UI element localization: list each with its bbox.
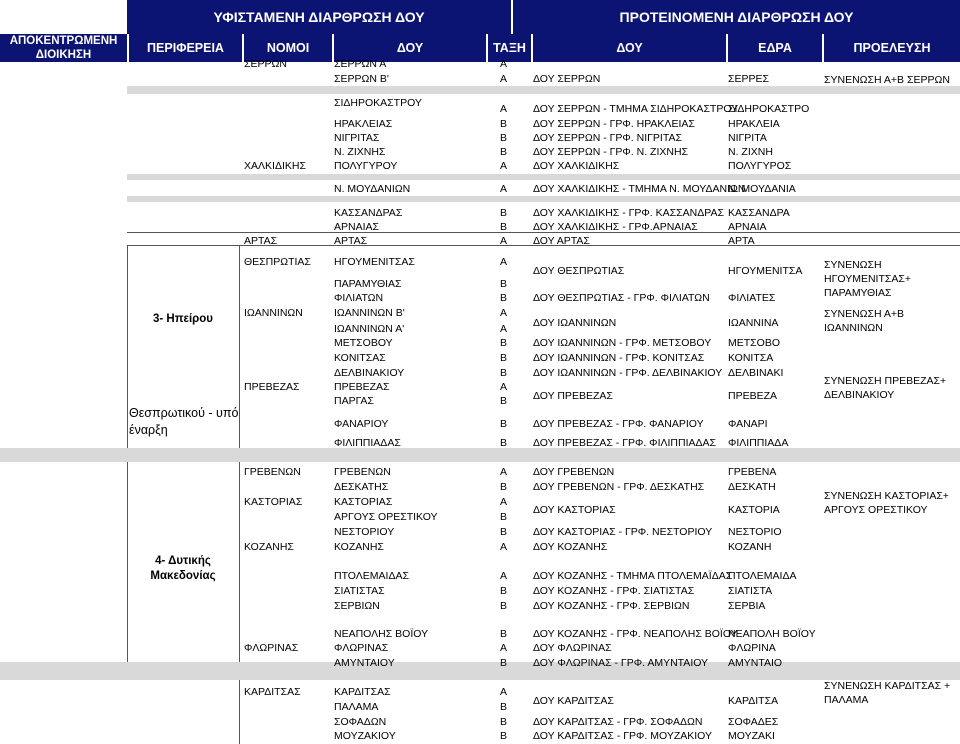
cell-new-doy: ΔΟΥ ΣΕΡΡΩΝ — [533, 73, 601, 85]
cell-new-doy: ΔΟΥ ΠΡΕΒΕΖΑΣ - ΓΡΦ. ΦΑΝΑΡΙΟΥ — [533, 418, 704, 430]
cell-seat: ΦΑΝΑΡΙ — [728, 418, 768, 430]
cell-new-doy: ΔΟΥ ΓΡΕΒΕΝΩΝ - ΓΡΦ. ΔΕΣΚΑΤΗΣ — [533, 481, 705, 493]
cell-doy-name: ΠΡΕΒΕΖΑΣ — [334, 381, 390, 393]
cell-doy-name: ΗΓΟΥΜΕΝΙΤΣΑΣ — [334, 256, 415, 268]
cell-new-doy: ΔΟΥ ΣΕΡΡΩΝ - ΓΡΦ. ΝΙΓΡΙΤΑΣ — [533, 132, 682, 144]
cell-doy-name: Ν. ΖΙΧΝΗΣ — [334, 146, 386, 158]
cell-prefecture: ΧΑΛΚΙΔΙΚΗΣ — [244, 160, 306, 172]
cell-seat: ΝΕΣΤΟΡΙΟ — [728, 526, 782, 538]
cell-new-doy: ΔΟΥ ΚΟΖΑΝΗΣ - ΓΡΦ. ΣΕΡΒΙΩΝ — [533, 600, 690, 612]
cell-doy-name: ΠΑΡΑΜΥΘΙΑΣ — [334, 278, 402, 290]
cell-doy-name: ΓΡΕΒΕΝΩΝ — [334, 466, 391, 478]
cell-class: Β — [500, 146, 508, 158]
cell-new-doy: ΔΟΥ ΠΡΕΒΕΖΑΣ — [533, 390, 613, 402]
cell-seat: ΚΑΡΔΙΤΣΑ — [728, 695, 779, 707]
cell-seat: ΗΓΟΥΜΕΝΙΤΣΑ — [728, 265, 803, 277]
cell-class: Β — [500, 118, 508, 130]
section-separator — [0, 662, 960, 680]
cell-prefecture: ΠΡΕΒΕΖΑΣ — [244, 381, 300, 393]
cell-seat: ΣΕΡΒΙΑ — [728, 600, 766, 612]
cell-new-doy: ΔΟΥ ΘΕΣΠΡΩΤΙΑΣ — [533, 265, 625, 277]
cell-new-doy: ΔΟΥ ΚΑΡΔΙΤΣΑΣ — [533, 695, 614, 707]
cell-new-doy: ΔΟΥ ΦΛΩΡΙΝΑΣ — [533, 642, 612, 654]
cell-seat: ΑΡΝΑΙΑ — [728, 221, 767, 233]
col-prefecture: ΝΟΜΟΙ — [244, 34, 332, 62]
cell-doy-name: ΚΟΖΑΝΗΣ — [334, 541, 384, 553]
cell-seat: ΔΕΛΒΙΝΑΚΙ — [728, 367, 784, 379]
cell-class: Β — [500, 337, 508, 349]
cell-seat: ΗΡΑΚΛΕΙΑ — [728, 118, 780, 130]
cell-seat: Ν. ΖΙΧΝΗ — [728, 146, 773, 158]
cell-new-doy: ΔΟΥ ΦΛΩΡΙΝΑΣ - ΓΡΦ. ΑΜΥΝΤΑΙΟΥ — [533, 657, 709, 669]
region-epirus: 3- Ηπείρου — [152, 313, 213, 325]
cell-origin: ΣΥΝΕΝΩΣΗ Α+Β ΙΩΑΝΝΙΝΩΝ — [824, 308, 905, 334]
cell-class: Β — [500, 292, 508, 304]
cell-class: Α — [500, 466, 508, 478]
cell-class: Α — [500, 103, 508, 115]
cell-prefecture: ΑΡΤΑΣ — [244, 235, 278, 247]
cell-class: Β — [500, 278, 508, 290]
cell-prefecture: ΙΩΑΝΝΙΝΩΝ — [244, 307, 303, 319]
cell-origin: ΣΥΝΕΝΩΣΗ ΚΑΣΤΟΡΙΑΣ+ ΑΡΓΟΥΣ ΟΡΕΣΤΙΚΟΥ — [824, 490, 949, 516]
cell-seat: ΑΡΤΑ — [728, 235, 755, 247]
cell-doy-name: ΣΕΡΡΩΝ Α' — [334, 58, 389, 70]
cell-new-doy: ΔΟΥ ΠΡΕΒΕΖΑΣ - ΓΡΦ. ΦΙΛΙΠΠΙΑΔΑΣ — [533, 437, 717, 449]
section-separator — [127, 86, 960, 94]
cell-new-doy: ΔΟΥ ΧΑΛΚΙΔΙΚΗΣ — [533, 160, 620, 172]
cell-new-doy: ΔΟΥ ΙΩΑΝΝΙΝΩΝ - ΓΡΦ. ΜΕΤΣΟΒΟΥ — [533, 337, 712, 349]
cell-seat: ΚΑΣΤΟΡΙΑ — [728, 504, 780, 516]
cell-new-doy: ΔΟΥ ΚΑΣΤΟΡΙΑΣ - ΓΡΦ. ΝΕΣΤΟΡΙΟΥ — [533, 526, 713, 538]
cell-doy-name: ΚΑΣΣΑΝΔΡΑΣ — [334, 207, 403, 219]
cell-origin: ΣΥΝΕΝΩΣΗ ΗΓΟΥΜΕΝΙΤΣΑΣ+ ΠΑΡΑΜΥΘΙΑΣ — [824, 259, 911, 299]
cell-doy-name: ΑΡΤΑΣ — [334, 235, 368, 247]
cell-seat: ΣΙΑΤΙΣΤΑ — [728, 585, 773, 597]
col-origin: ΠΡΟΕΛΕΥΣΗ — [824, 34, 960, 62]
cell-new-doy: ΔΟΥ ΚΑΡΔΙΤΣΑΣ - ΓΡΦ. ΜΟΥΖΑΚΙΟΥ — [533, 730, 712, 742]
cell-class: Α — [500, 183, 508, 195]
cell-new-doy: ΔΟΥ ΧΑΛΚΙΔΙΚΗΣ - ΓΡΦ. ΚΑΣΣΑΝΔΡΑΣ — [533, 207, 724, 219]
cell-class: Β — [500, 367, 508, 379]
cell-class: Α — [500, 323, 508, 335]
region-divider — [239, 462, 240, 662]
cell-doy-name: ΔΕΣΚΑΤΗΣ — [334, 481, 389, 493]
cell-doy-name: ΚΑΡΔΙΤΣΑΣ — [334, 686, 391, 698]
cell-prefecture: ΓΡΕΒΕΝΩΝ — [244, 466, 301, 478]
cell-new-doy: ΔΟΥ ΧΑΛΚΙΔΙΚΗΣ - ΤΜΗΜΑ Ν. ΜΟΥΔΑΝΙΩΝ — [533, 183, 746, 195]
cell-seat: ΔΕΣΚΑΤΗ — [728, 481, 776, 493]
cell-seat: ΓΡΕΒΕΝΑ — [728, 466, 777, 478]
cell-class: Α — [500, 541, 508, 553]
cell-class: Β — [500, 701, 508, 713]
cell-class: Β — [500, 132, 508, 144]
cell-seat: ΜΕΤΣΟΒΟ — [728, 337, 780, 349]
cell-doy-name: ΣΕΡΒΙΩΝ — [334, 600, 380, 612]
cell-new-doy: ΔΟΥ ΚΟΖΑΝΗΣ - ΤΜΗΜΑ ΠΤΟΛΕΜΑΪΔΑΣ — [533, 570, 733, 582]
cell-prefecture: ΚΑΡΔΙΤΣΑΣ — [244, 686, 301, 698]
cell-seat: ΑΜΥΝΤΑΙΟ — [728, 657, 783, 669]
cell-class: Α — [500, 381, 508, 393]
cell-seat: ΦΙΛΙΠΠΙΑΔΑ — [728, 437, 789, 449]
region-west-macedonia: 4- Δυτικής Μακεδονίας — [150, 555, 216, 582]
cell-seat: ΠΡΕΒΕΖΑ — [728, 390, 778, 402]
section-separator — [0, 448, 960, 462]
cell-class: Α — [500, 496, 508, 508]
cell-seat: ΝΙΓΡΙΤΑ — [728, 132, 767, 144]
cell-seat: ΚΟΖΑΝΗ — [728, 541, 772, 553]
col-class: ΤΑΞΗ — [488, 34, 531, 62]
region-divider — [239, 246, 240, 448]
cell-doy-name: ΑΡΓΟΥΣ ΟΡΕΣΤΙΚΟΥ — [334, 511, 438, 523]
cell-class: Β — [500, 628, 508, 640]
cell-origin: ΣΥΝΕΝΩΣΗ ΠΡΕΒΕΖΑΣ+ ΔΕΛΒΙΝΑΚΙΟΥ — [824, 375, 947, 401]
cell-doy-name: ΝΕΣΤΟΡΙΟΥ — [334, 526, 395, 538]
col-seat: ΕΔΡΑ — [728, 34, 822, 62]
cell-class: Β — [500, 418, 508, 430]
cell-doy-name: ΠΑΡΓΑΣ — [334, 395, 374, 407]
col-doy: ΔΟΥ — [334, 34, 486, 62]
cell-doy-name: ΙΩΑΝΝΙΝΩΝ Α' — [334, 323, 405, 335]
cell-seat: ΣΟΦΑΔΕΣ — [728, 716, 779, 728]
cell-seat: ΚΟΝΙΤΣΑ — [728, 352, 774, 364]
cell-doy-name: ΣΟΦΑΔΩΝ — [334, 716, 387, 728]
cell-doy-name: ΜΕΤΣΟΒΟΥ — [334, 337, 393, 349]
cell-class: Α — [500, 686, 508, 698]
cell-class: Β — [500, 395, 508, 407]
cell-doy-name: ΑΜΥΝΤΑΙΟΥ — [334, 657, 395, 669]
header-proposed: ΠΡΟΤΕΙΝΟΜΕΝΗ ΔΙΑΡΘΡΩΣΗ ΔΟΥ — [513, 0, 960, 34]
cell-class: Β — [500, 716, 508, 728]
cell-new-doy: ΔΟΥ ΙΩΑΝΝΙΝΩΝ - ΓΡΦ. ΚΟΝΙΤΣΑΣ — [533, 352, 705, 364]
cell-seat: ΠΟΛΥΓΥΡΟΣ — [728, 160, 792, 172]
cell-class: Β — [500, 481, 508, 493]
cell-prefecture: ΣΕΡΡΩΝ — [244, 58, 287, 70]
cell-doy-name: ΦΙΛΙΑΤΩΝ — [334, 292, 384, 304]
cell-seat: ΚΑΣΣΑΝΔΡΑ — [728, 207, 790, 219]
cell-new-doy: ΔΟΥ ΚΟΖΑΝΗΣ - ΓΡΦ. ΣΙΑΤΙΣΤΑΣ — [533, 585, 695, 597]
cell-origin: ΣΥΝΕΝΩΣΗ ΚΑΡΔΙΤΣΑΣ + ΠΑΛΑΜΑ — [824, 680, 951, 706]
cell-class: Α — [500, 160, 508, 172]
cell-prefecture: ΚΑΣΤΟΡΙΑΣ — [244, 496, 303, 508]
cell-doy-name: ΦΛΩΡΙΝΑΣ — [334, 642, 389, 654]
col-region: ΠΕΡΙΦΕΡΕΙΑ — [129, 34, 242, 62]
col-new-doy: ΔΟΥ — [533, 34, 726, 62]
cell-class: Α — [500, 570, 508, 582]
cell-prefecture: ΦΛΩΡΙΝΑΣ — [244, 642, 299, 654]
cell-class: Β — [500, 221, 508, 233]
cell-new-doy: ΔΟΥ ΑΡΤΑΣ — [533, 235, 590, 247]
cell-class: Α — [500, 642, 508, 654]
cell-class: Α — [500, 307, 508, 319]
cell-new-doy: ΔΟΥ ΚΑΡΔΙΤΣΑΣ - ΓΡΦ. ΣΟΦΑΔΩΝ — [533, 716, 703, 728]
cell-doy-name: ΣΕΡΡΩΝ Β' — [334, 73, 389, 85]
cell-seat: ΦΛΩΡΙΝΑ — [728, 642, 776, 654]
cell-new-doy: ΔΟΥ ΚΟΖΑΝΗΣ - ΓΡΦ. ΝΕΑΠΟΛΗΣ ΒΟΪΟΥ — [533, 628, 738, 640]
cell-new-doy: ΔΟΥ ΙΩΑΝΝΙΝΩΝ — [533, 317, 617, 329]
cell-seat: ΙΩΑΝΝΙΝΑ — [728, 317, 779, 329]
cell-class: Β — [500, 207, 508, 219]
cell-new-doy: ΔΟΥ ΙΩΑΝΝΙΝΩΝ - ΓΡΦ. ΔΕΛΒΙΝΑΚΙΟΥ — [533, 367, 723, 379]
cell-class: Β — [500, 730, 508, 742]
cell-doy-name: ΦΑΝΑΡΙΟΥ — [334, 418, 389, 430]
cell-class: Β — [500, 352, 508, 364]
cell-class: Β — [500, 526, 508, 538]
cell-class: Β — [500, 511, 508, 523]
cell-prefecture: ΘΕΣΠΡΩΤΙΑΣ — [244, 256, 311, 268]
cell-new-doy: ΔΟΥ ΚΟΖΑΝΗΣ — [533, 541, 608, 553]
cell-seat: ΜΟΥΖΑΚΙ — [728, 730, 775, 742]
cell-seat: ΠΤΟΛΕΜΑΙΔΑ — [728, 570, 797, 582]
cell-doy-name: ΠΟΛΥΓΥΡΟΥ — [334, 160, 398, 172]
cell-prefecture: ΚΟΖΑΝΗΣ — [244, 541, 294, 553]
cell-doy-name: ΗΡΑΚΛΕΙΑΣ — [334, 118, 393, 130]
region-divider — [239, 680, 240, 744]
cell-class: Α — [500, 235, 508, 247]
cell-class: Β — [500, 600, 508, 612]
region-note-thesprotia: Θεσπρωτικού - υπό έναρξη — [129, 406, 239, 437]
cell-new-doy: ΔΟΥ ΓΡΕΒΕΝΩΝ — [533, 466, 615, 478]
cell-new-doy: ΔΟΥ ΚΑΣΤΟΡΙΑΣ — [533, 504, 616, 516]
cell-doy-name: ΔΕΛΒΙΝΑΚΙΟΥ — [334, 367, 405, 379]
cell-doy-name: ΠΑΛΑΜΑ — [334, 701, 379, 713]
cell-new-doy: ΔΟΥ ΣΕΡΡΩΝ - ΓΡΦ. Ν. ΖΙΧΝΗΣ — [533, 146, 689, 158]
section-separator — [127, 174, 960, 180]
cell-doy-name: Ν. ΜΟΥΔΑΝΙΩΝ — [334, 183, 411, 195]
cell-doy-name: ΠΤΟΛΕΜΑΙΔΑΣ — [334, 570, 409, 582]
cell-class: Β — [500, 657, 508, 669]
cell-doy-name: ΚΑΣΤΟΡΙΑΣ — [334, 496, 393, 508]
cell-new-doy: ΔΟΥ ΧΑΛΚΙΔΙΚΗΣ - ΓΡΦ.ΑΡΝΑΙΑΣ — [533, 221, 698, 233]
cell-doy-name: ΦΙΛΙΠΠΙΑΔΑΣ — [334, 437, 401, 449]
cell-seat: ΦΙΛΙΑΤΕΣ — [728, 292, 776, 304]
cell-doy-name: ΝΕΑΠΟΛΗΣ ΒΟΪΟΥ — [334, 628, 429, 640]
cell-doy-name: ΙΩΑΝΝΙΝΩΝ Β' — [334, 307, 405, 319]
region-divider — [127, 246, 128, 448]
cell-new-doy: ΔΟΥ ΘΕΣΠΡΩΤΙΑΣ - ΓΡΦ. ΦΙΛΙΑΤΩΝ — [533, 292, 710, 304]
cell-class: Α — [500, 58, 508, 70]
cell-doy-name: ΝΙΓΡΙΤΑΣ — [334, 132, 380, 144]
cell-doy-name: ΜΟΥΖΑΚΙΟΥ — [334, 730, 396, 742]
cell-seat: ΣΙΔΗΡΟΚΑΣΤΡΟ — [728, 103, 810, 115]
cell-origin: ΣΥΝΕΝΩΣΗ Α+Β ΣΕΡΡΩΝ — [824, 74, 950, 86]
cell-doy-name: ΣΙΔΗΡΟΚΑΣΤΡΟΥ — [334, 97, 422, 109]
section-separator — [127, 196, 960, 202]
cell-doy-name: ΑΡΝΑΙΑΣ — [334, 221, 380, 233]
cell-class: Α — [500, 73, 508, 85]
cell-class: Α — [500, 256, 508, 268]
col-admin: ΑΠΟΚΕΝΤΡΩΜΕΝΗ ΔΙΟΙΚΗΣΗ — [0, 34, 127, 62]
header-existing: ΥΦΙΣΤΑΜΕΝΗ ΔΙΑΡΘΡΩΣΗ ΔΟΥ — [127, 0, 511, 34]
cell-doy-name: ΚΟΝΙΤΣΑΣ — [334, 352, 386, 364]
cell-class: Β — [500, 585, 508, 597]
cell-doy-name: ΣΙΑΤΙΣΤΑΣ — [334, 585, 385, 597]
cell-new-doy: ΔΟΥ ΣΕΡΡΩΝ - ΓΡΦ. ΗΡΑΚΛΕΙΑΣ — [533, 118, 695, 130]
cell-new-doy: ΔΟΥ ΣΕΡΡΩΝ - ΤΜΗΜΑ ΣΙΔΗΡΟΚΑΣΤΡΟΥ — [533, 103, 739, 115]
cell-seat: ΝΕΑΠΟΛΗ ΒΟΪΟΥ — [728, 628, 816, 640]
cell-seat: Ν. ΜΟΥΔΑΝΙΑ — [728, 183, 796, 195]
cell-seat: ΣΕΡΡΕΣ — [728, 73, 769, 85]
cell-class: Β — [500, 437, 508, 449]
